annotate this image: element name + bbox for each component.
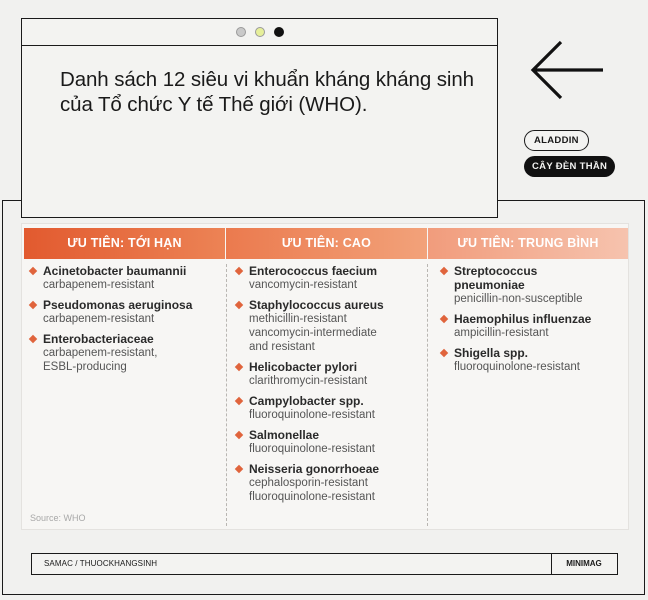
diamond-bullet-icon: [29, 301, 37, 309]
list-item: [233, 264, 423, 292]
diamond-bullet-icon: [440, 349, 448, 357]
column-list-critical: [27, 264, 222, 380]
source-note: Source: WHO: [30, 513, 86, 523]
footer-brand[interactable]: MINIMAG: [566, 559, 602, 568]
list-item: [233, 360, 423, 388]
priority-table: [21, 223, 629, 530]
diamond-bullet-icon: [235, 431, 243, 439]
brand-pill-dark[interactable]: CÂY ĐÈN THẦN: [524, 156, 615, 177]
diamond-bullet-icon: [235, 301, 243, 309]
resistance-desc: cephalosporin-resistant fluoroquinolone-resistant: [249, 477, 375, 503]
bacteria-name: Neisseria gonorrhoeae: [249, 462, 380, 476]
dot-yellow-icon: [255, 27, 265, 37]
bacteria-name: Staphylococcus aureus: [249, 298, 384, 312]
list-item: [233, 394, 423, 422]
diamond-bullet-icon: [440, 315, 448, 323]
column-list-medium: [438, 264, 624, 380]
resistance-desc: methicillin-resistant vancomycin-intermediate and resistant: [249, 313, 377, 353]
resistance-desc: carbapenem-resistant: [43, 279, 155, 291]
column-header-critical: ƯU TIÊN: TỚI HẠN: [24, 228, 225, 259]
bacteria-name: Enterococcus faecium: [249, 264, 378, 278]
bacteria-name: Shigella spp.: [454, 346, 529, 360]
brand-pill[interactable]: ALADDIN: [524, 130, 589, 151]
diamond-bullet-icon: [29, 335, 37, 343]
resistance-desc: penicillin-non-susceptible: [454, 293, 583, 305]
diamond-bullet-icon: [440, 267, 448, 275]
list-item: [27, 332, 222, 374]
list-item: [233, 462, 423, 504]
resistance-desc: ampicillin-resistant: [454, 327, 549, 339]
bacteria-name: Acinetobacter baumannii: [43, 264, 187, 278]
bacteria-name: Enterobacteriaceae: [43, 332, 154, 346]
arrow-left-icon[interactable]: [527, 38, 607, 102]
bacteria-name: Streptococcus pneumoniae: [454, 264, 538, 292]
column-divider: [226, 264, 227, 526]
bacteria-name: Campylobacter spp.: [249, 394, 364, 408]
resistance-desc: carbapenem-resistant: [43, 313, 155, 325]
resistance-desc: fluoroquinolone-resistant: [454, 361, 580, 373]
resistance-desc: carbapenem-resistant, ESBL-producing: [43, 347, 158, 373]
list-item: [438, 346, 624, 374]
footer-bar: [31, 553, 618, 575]
column-header-medium: ƯU TIÊN: TRUNG BÌNH: [428, 228, 628, 259]
bacteria-name: Haemophilus influenzae: [454, 312, 592, 326]
dot-gray-icon: [236, 27, 246, 37]
page-title: Danh sách 12 siêu vi khuẩn kháng kháng sinh của Tổ chức Y tế Thế giới (WHO).: [60, 68, 474, 116]
list-item: [438, 264, 624, 306]
list-item: [27, 298, 222, 326]
column-list-high: [233, 264, 423, 510]
list-item: [27, 264, 222, 292]
list-item: [438, 312, 624, 340]
dot-black-icon: [274, 27, 284, 37]
column-header-high: ƯU TIÊN: CAO: [226, 228, 427, 259]
resistance-desc: vancomycin-resistant: [249, 279, 358, 291]
footer-hashtags[interactable]: SAMAC / THUOCKHANGSINH: [44, 559, 158, 568]
diamond-bullet-icon: [235, 363, 243, 371]
diamond-bullet-icon: [235, 465, 243, 473]
diamond-bullet-icon: [235, 267, 243, 275]
diamond-bullet-icon: [235, 397, 243, 405]
resistance-desc: fluoroquinolone-resistant: [249, 409, 375, 421]
column-divider: [427, 264, 428, 526]
diamond-bullet-icon: [29, 267, 37, 275]
bacteria-name: Helicobacter pylori: [249, 360, 358, 374]
bacteria-name: Pseudomonas aeruginosa: [43, 298, 193, 312]
bacteria-name: Salmonellae: [249, 428, 320, 442]
resistance-desc: fluoroquinolone-resistant: [249, 443, 375, 455]
list-item: [233, 428, 423, 456]
card-topbar: [22, 19, 497, 46]
title-card: [21, 18, 498, 218]
resistance-desc: clarithromycin-resistant: [249, 375, 368, 387]
list-item: [233, 298, 423, 354]
